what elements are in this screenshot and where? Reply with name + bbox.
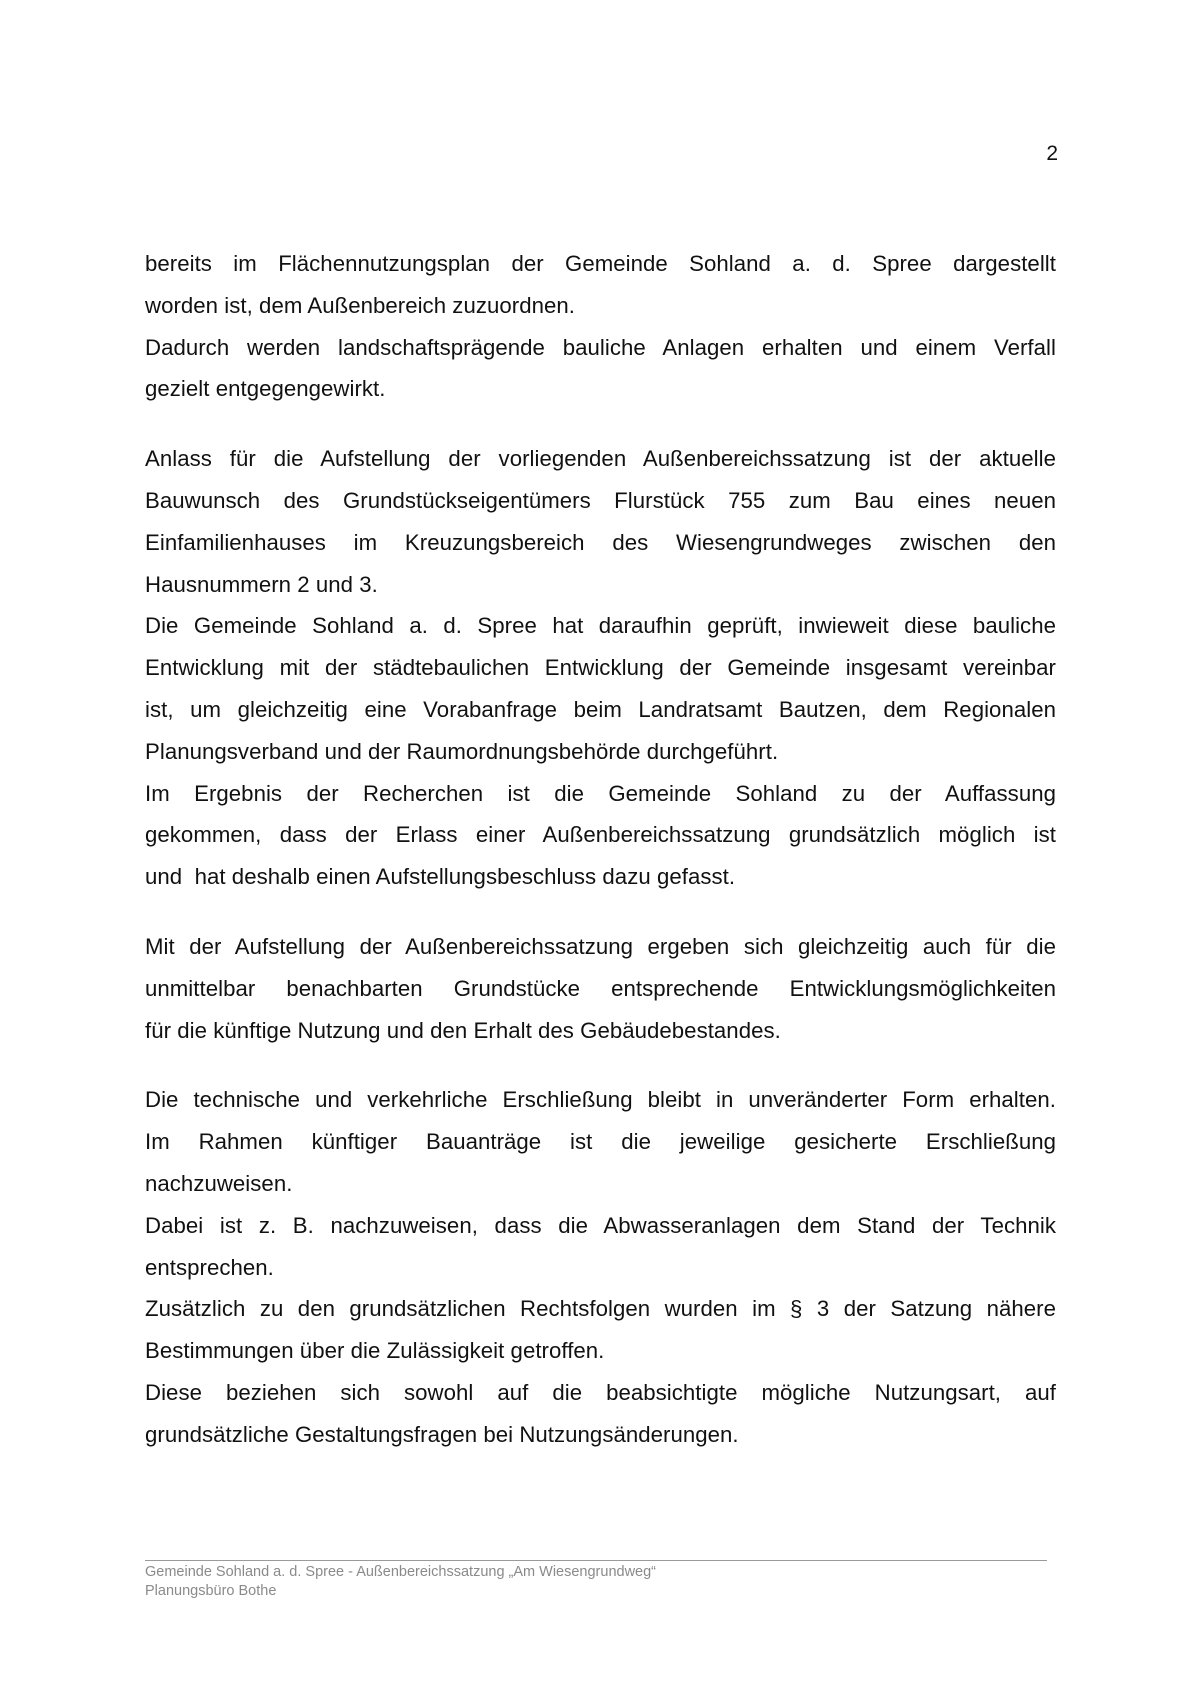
text-line: Bauwunsch des Grundstückseigentümers Flurstück 755 zum Bau eines neuen — [145, 487, 1056, 513]
footer-author: Planungsbüro Bothe — [145, 1583, 277, 1599]
text-line: unmittelbar benachbarten Grundstücke entsprechende Entwicklungsmöglichkeiten — [145, 975, 1056, 1001]
document-body — [145, 243, 1056, 1456]
text-line: grundsätzliche Gestaltungsfragen bei Nutzungsänderungen. — [145, 1421, 739, 1447]
text-line: Dabei ist z. B. nachzuweisen, dass die Abwasseranlagen dem Stand der Technik — [145, 1212, 1056, 1238]
paragraph-erschliessung — [145, 1079, 1056, 1455]
footer-divider — [145, 1560, 1047, 1561]
text-line: Bestimmungen über die Zulässigkeit getroffen. — [145, 1338, 605, 1364]
text-line: nachzuweisen. — [145, 1170, 293, 1196]
text-line: gezielt entgegengewirkt. — [145, 376, 386, 402]
text-line: Diese beziehen sich sowohl auf die beabsichtigte mögliche Nutzungsart, auf — [145, 1379, 1056, 1405]
text-line: bereits im Flächennutzungsplan der Gemeinde Sohland a. d. Spree dargestellt — [145, 251, 1056, 276]
text-line: Anlass für die Aufstellung der vorliegenden Außenbereichssatzung ist der aktuelle — [145, 446, 1056, 472]
text-line: Im Rahmen künftiger Bauanträge ist die jeweilige gesicherte Erschließung — [145, 1129, 1056, 1155]
text-line: Mit der Aufstellung der Außenbereichssatzung ergeben sich gleichzeitig auch für die — [145, 933, 1056, 959]
text-line: ist, um gleichzeitig eine Vorabanfrage beim Landratsamt Bautzen, dem Regionalen — [145, 696, 1056, 722]
paragraph-anlass — [145, 438, 1056, 898]
text-line: Im Ergebnis der Recherchen ist die Gemeinde Sohland zu der Auffassung — [145, 780, 1056, 806]
text-line: Die technische und verkehrliche Erschließung bleibt in unveränderter Form erhalten. — [145, 1087, 1056, 1113]
text-line: gekommen, dass der Erlass einer Außenbereichssatzung grundsätzlich möglich ist — [145, 822, 1056, 848]
footer-project-title: Gemeinde Sohland a. d. Spree - Außenbereichssatzung „Am Wiesengrundweg“ — [145, 1564, 657, 1580]
text-line: Planungsverband und der Raumordnungsbehörde durchgeführt. — [145, 738, 779, 764]
text-line: Entwicklung mit der städtebaulichen Entwicklung der Gemeinde insgesamt vereinbar — [145, 655, 1056, 681]
text-line: Zusätzlich zu den grundsätzlichen Rechtsfolgen wurden im § 3 der Satzung nähere — [145, 1296, 1056, 1322]
paragraph-aufstellung — [145, 926, 1056, 1051]
page-number: 2 — [1046, 142, 1058, 165]
text-line: und hat deshalb einen Aufstellungsbeschluss dazu gefasst. — [145, 864, 736, 890]
text-line: für die künftige Nutzung und den Erhalt des Gebäudebestandes. — [145, 1017, 781, 1043]
text-line: entsprechen. — [145, 1254, 274, 1280]
text-line: Hausnummern 2 und 3. — [145, 571, 378, 597]
text-line: Dadurch werden landschaftsprägende bauliche Anlagen erhalten und einem Verfall — [145, 334, 1056, 360]
paragraph-continuation — [145, 243, 1056, 410]
text-line: worden ist, dem Außenbereich zuzuordnen. — [145, 292, 575, 318]
text-line: Einfamilienhauses im Kreuzungsbereich des Wiesengrundweges zwischen den — [145, 529, 1056, 555]
page-footer — [145, 1563, 1047, 1601]
text-line: Die Gemeinde Sohland a. d. Spree hat daraufhin geprüft, inwieweit diese bauliche — [145, 613, 1056, 639]
